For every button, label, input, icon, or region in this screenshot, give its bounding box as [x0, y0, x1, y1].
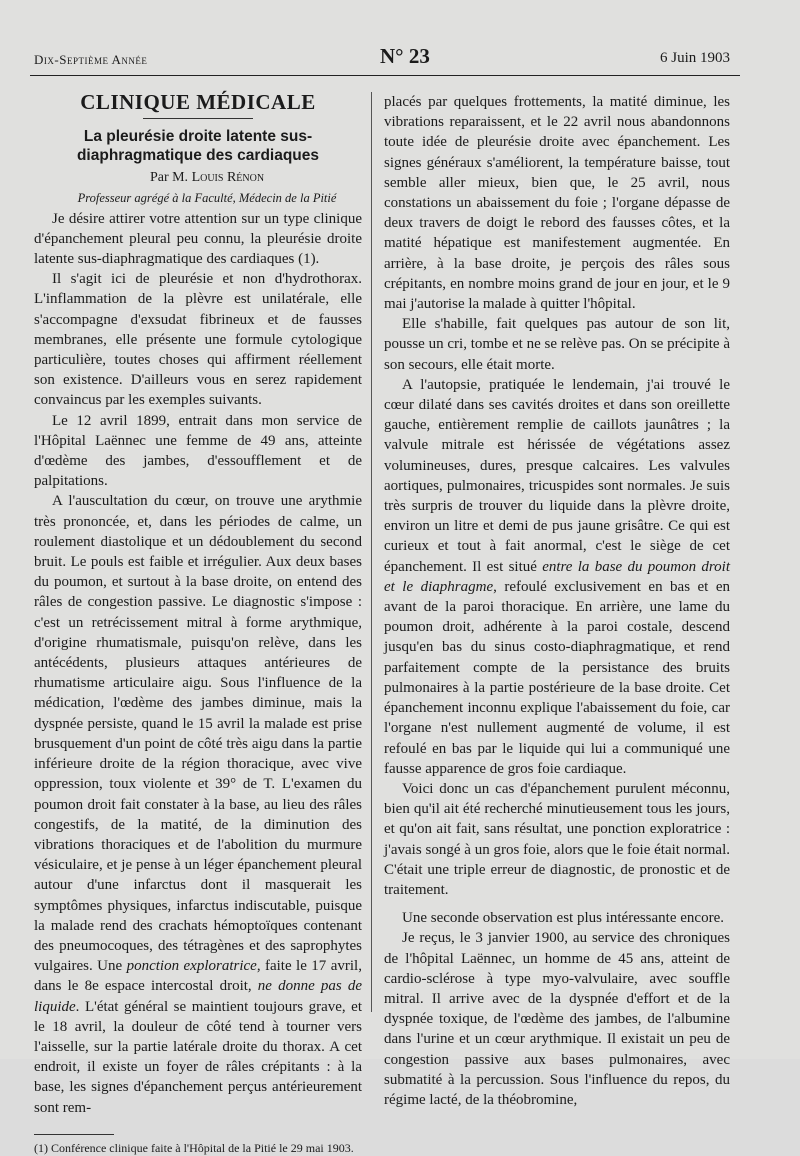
paragraph: placés par quelques frottements, la matité diminue, les vibrations reparaissent, et le 22 avril nous abandonnons toute idée de pleurésie droite avec épanchement. Les signes généraux s'améliorent, la température baisse, tout semble aller mieux, bien que, le 25 avril, nous constations un abaissement du foie ; l'organe dépasse de deux travers de doigt le rebord des fausses côtes, et la matité hépatique est manifestement augmentée. En arrière, à la base droite, je perçois des râles sous crépitants, en nombre moins grand de jour en jour, et le 9 mai j'autorise la malade à quitter l'hôpital.: [384, 94, 730, 313]
emphasis-text: ne donne pas de liquide: [34, 978, 362, 1015]
article-author: [34, 168, 362, 188]
footnote-rule: [34, 1134, 114, 1135]
paragraph-gap: [384, 900, 730, 908]
paragraph: [384, 375, 730, 779]
header-year: Dix-Septième Année: [34, 52, 148, 67]
paragraph: Je reçus, le 3 janvier 1900, au service des chroniques de l'hôpital Laënnec, un homme de 45 ans, atteint de cardio-sclérose à type myo-valvulaire, avec souffle mitral. Il arrive avec de la dyspnée d'effort et de la dyspnée toxique, de l'œdème des jambes, de l'albumine dans l'urine et un cœur arythmique. Il existait un peu de congestion passive aux bases pulmonaires, avec submatité à la percussion. Sous l'influence du repos, du régime lacté, de la théobromine,: [384, 930, 730, 1108]
paragraph: Voici donc un cas d'épanchement purulent méconnu, bien qu'il ait été recherché minutieusement tous les jours, et qu'on ait fait, sans résultat, une ponction exploratrice : j'avais songé à un gros foie, alors que le foie était normal. C'était une triple erreur de diagnostic, de pronostic et de traitement.: [384, 780, 730, 898]
paragraph-text: , refoulé exclusivement en bas et en avant de la paroi thoracique. En arrière, une lame du poumon droit, adhérente à la paroi costale, descend jusqu'en bas du sinus costo-diaphragmatique, et rend parfaitement compte de la persistance des bruits pulmonaires à la partie postérieure de la base droite. Cet épanchement inconnu explique l'abaissement du foie, car l'organe n'est nullement augmenté de volume, il est refoulé en bas par le liquide qui lui a communiqué une fausse apparence de gros foie cardiaque.: [384, 578, 730, 777]
section-title: CLINIQUE MÉDICALE: [80, 90, 316, 114]
paragraph: Le 12 avril 1899, entrait dans mon service de l'Hôpital Laënnec une femme de 49 ans, atteinte d'œdème des jambes, d'essoufflement et de palpitations.: [34, 412, 362, 490]
column-divider: [371, 92, 372, 1012]
header-rule: [30, 75, 740, 76]
paragraph-text: , faite le 17 avril, dans le 8e espace intercostal droit,: [34, 958, 362, 995]
paragraph: Il s'agit ici de pleurésie et non d'hydrothorax. L'inflammation de la plèvre est unilatérale, elle s'accompagne d'exsudat fibrineux et de fausses membranes, elle présente une formule cytologique particulière, toutes choses qui affirment réellement son existence. D'ailleurs vous en serez rapidement convaincus par les exemples suivants.: [34, 271, 362, 409]
paragraph: Une seconde observation est plus intéressante encore.: [402, 910, 724, 927]
emphasis-text: entre la base du poumon droit et le diaphragme: [384, 558, 731, 595]
page-header: [30, 44, 730, 74]
header-issue-number: N° 23: [380, 44, 430, 68]
footnote: (1) Conférence clinique faite à l'Hôpital de la Pitié le 29 mai 1903.: [34, 1140, 354, 1155]
paragraph: Je désire attirer votre attention sur un type clinique d'épanchement pleural peu connu, la pleurésie droite latente sus-diaphragmatique des cardiaques (1).: [34, 210, 362, 268]
author-affiliation: Professeur agrégé à la Faculté, Médecin de la Pitié: [77, 191, 337, 206]
left-column: [34, 90, 362, 1155]
emphasis-text: ponction exploratrice: [126, 958, 257, 975]
header-date: 6 Juin 1903: [659, 50, 730, 66]
paragraph: Elle s'habille, fait quelques pas autour de son lit, pousse un cri, tombe et ne se relève pas. On se précipite à son secours, elle était morte.: [384, 316, 730, 373]
paragraph-text: . L'état général se maintient toujours grave, et le 18 avril, la douleur de côté tend à tourner vers l'aisselle, sur la partie latérale droite du thorax. A cet endroit, il existe un foyer de râles crépitants : à la base, les signes d'épanchement perçus antérieurement sont rem-: [34, 998, 362, 1116]
author-prefix: Par M.: [149, 170, 189, 186]
section-rule: [143, 118, 253, 119]
right-column: [384, 92, 731, 1108]
paragraph: [34, 491, 362, 1117]
article-title: La pleurésie droite latente sus-diaphragmatique des cardiaques: [76, 128, 320, 165]
author-name: Louis Rénon: [191, 170, 265, 186]
paragraph-text: A l'autopsie, pratiquée le lendemain, j'ai trouvé le cœur dilaté dans ses cavités droites et dans son oreillette gauche, entièrement remplie de caillots jaunâtres ; la valvule mitrale est hérissée de végétations assez volumineuses, dures, presque calcaires. Les valvules aortiques, pulmonaires, tricuspides sont normales. Je suis très surpris de trouver du liquide dans la plèvre droite, environ un litre et demi de pus jaune grisâtre. Ce qui est curieux et tout à fait anormal, c'est le siège de cet épanchement. Il est situé: [384, 376, 730, 575]
paragraph-text: A l'auscultation du cœur, on trouve une arythmie très prononcée, et, dans les périodes de calme, un roulement diastolique et un dédoublement du second bruit. Le pouls est faible et irrégulier. Aux deux bases du poumon, et surtout à la base droite, on entend des râles de congestion passive. Le diagnostic s'impose : c'est un retrécissement mitral à forme arythmique, d'origine rhumatismale, puisqu'on relève, dans les antécédents, plusieurs attaques antérieures de rhumatisme articulaire aigu. Sous l'influence de la médication, l'œdème des jambes diminue, mais la dyspnée persiste, quand le 15 avril la malade est prise brusquement d'un point de côté très aigu dans la partie inférieure droite de la région thoracique, avec vive oppression, toux violente et 39° de T. L'examen du poumon droit fait constater à la base, au lieu des râles congestifs, de la matité, de la diminution des vibrations thoraciques et de l'abolition du murmure vésiculaire, et je pense à un léger épanchement pleural autour d'une infarctus dont il masquerait les symptômes physiques, infarctus indiscutable, puisque la malade rend des crachats hémoptoïques contenant des pneumocoques, des tétragènes et des saprophytes vulgaires. Une: [34, 493, 362, 975]
